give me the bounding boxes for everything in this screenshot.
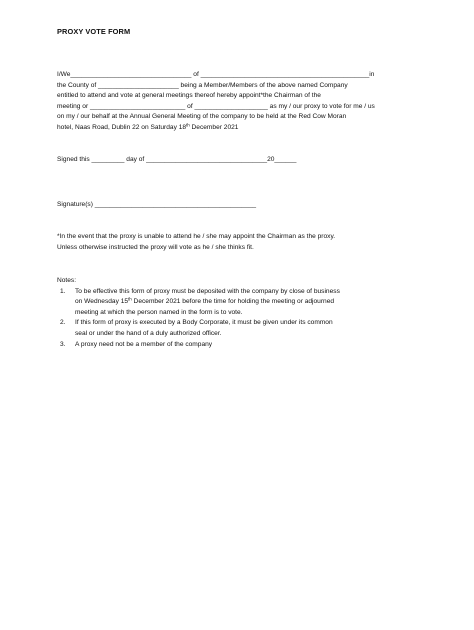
appointment-line-2: the County of ______________________ being a Member/Members of the above named Company: [57, 81, 348, 89]
appointment-line-6-text: hotel, Naas Road, Dublin 22 on Saturday 18: [57, 123, 187, 131]
note-item-3: [57, 340, 417, 351]
signed-date-text: Signed this _________ day of _________________________________20______: [57, 156, 297, 163]
signature-text: Signature(s) ____________________________________________: [57, 201, 257, 208]
notes-list: [57, 287, 417, 351]
note-1-line-3: meeting at which the person named in the form is to vote.: [75, 308, 243, 316]
appointment-paragraph: [57, 70, 417, 134]
note-number-3: 3.: [60, 340, 66, 348]
note-number-1: 1.: [60, 287, 66, 295]
note-1-line-2-text-end: December 2021 before the time for holding the meeting or adjourned: [131, 298, 335, 306]
appointment-line-3: entitled to attend and vote at general meetings thereof hereby appoint*the Chairman of the: [57, 92, 321, 100]
note-1-date-suffix: th: [128, 296, 132, 302]
appointment-line-5: on my / our behalf at the Annual General Meeting of the company to be held at the Red Cow Moran: [57, 113, 347, 121]
appointment-line-4: meeting or __________________________ of ____________________ as my / our proxy to vote for me / us: [57, 102, 375, 110]
appointment-line-6-text-end: December 2021: [189, 123, 239, 131]
signature-line: [57, 200, 417, 211]
note-1-line-1: To be effective this form of proxy must be deposited with the company by close of business: [75, 287, 340, 295]
notes-heading: Notes:: [57, 277, 77, 284]
appointment-line-6: [57, 123, 417, 134]
note-3-line-1: A proxy need not be a member of the company: [75, 340, 213, 348]
note-1-line-2-text: on Wednesday 15: [75, 298, 129, 306]
footnote-line-2: Unless otherwise instructed the proxy will vote as he / she thinks fit.: [57, 243, 254, 251]
note-item-1: [57, 287, 417, 319]
note-1-line-2: [75, 297, 417, 308]
signed-date-line: [57, 155, 417, 166]
footnote-line-1: *In the event that the proxy is unable to attend he / she may appoint the Chairman as the proxy.: [57, 233, 336, 240]
form-title: PROXY VOTE FORM: [57, 27, 131, 36]
note-2-line-1: If this form of proxy is executed by a Body Corporate, it must be given under its common: [75, 319, 333, 327]
note-item-2: [57, 318, 417, 339]
footnote: [57, 232, 417, 253]
appointment-date-suffix: th: [186, 122, 190, 128]
appointment-line-1: I/We_________________________________ of ______________________________________________in: [57, 71, 375, 78]
notes-section: [57, 276, 417, 350]
note-number-2: 2.: [60, 319, 66, 327]
note-2-line-2: seal or under the hand of a duly authorized officer.: [75, 329, 222, 337]
